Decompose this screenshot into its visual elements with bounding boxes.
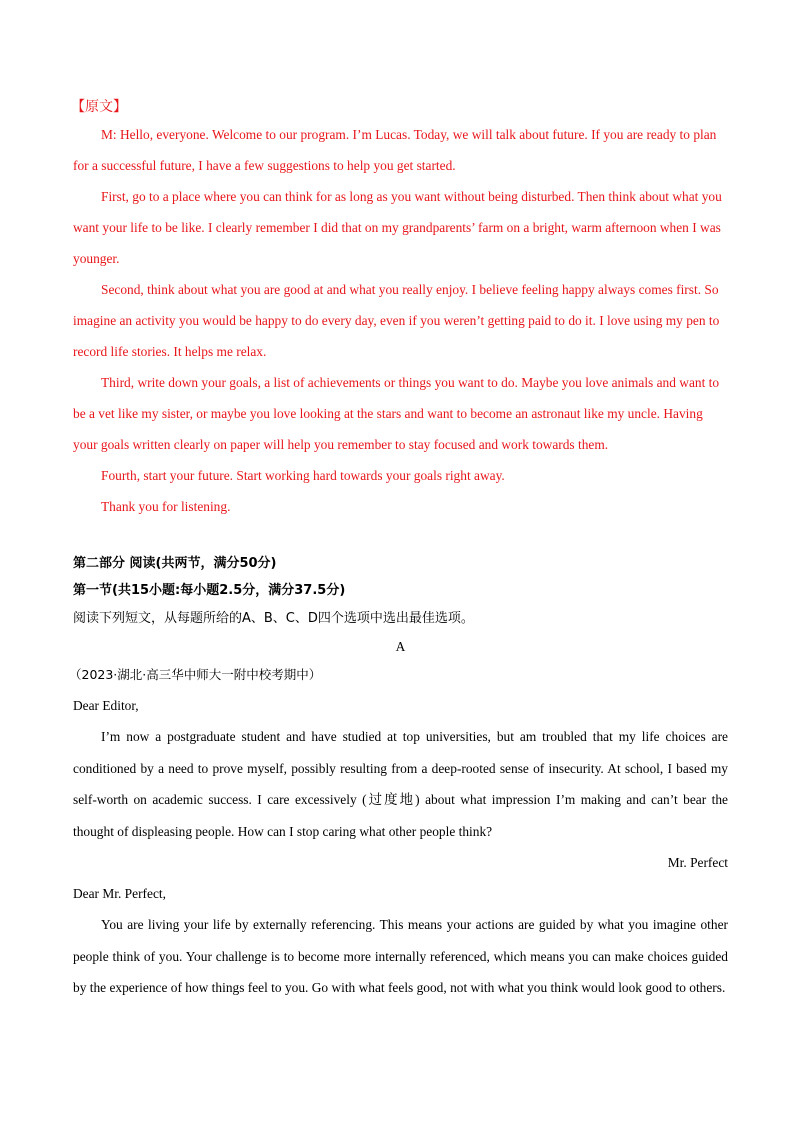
transcript-paragraph: Thank you for listening. <box>101 499 231 514</box>
transcript-paragraph: Third, write down your goals, a list of achievements or things you want to do. Maybe you love animals and want to be a vet like my sister, or maybe you love looking at the stars and want to become an astronaut like my uncle. Having your goals written clearly on paper will help you remember to stay focused and work towards them. <box>73 375 720 452</box>
document-page <box>69 96 728 1004</box>
transcript-paragraph: Fourth, start your future. Start working hard towards your goals right away. <box>101 468 505 483</box>
instruction-text: 阅读下列短文，从每题所给的A、B、C、D四个选项中选出最佳选项。 <box>73 611 474 626</box>
passage-label: A <box>395 639 406 654</box>
transcript-paragraph: M: Hello, everyone. Welcome to our program. I’m Lucas. Today, we will talk about future. If you are ready to plan for a successful future, I have a few suggestions to help you get started. <box>73 127 717 173</box>
section-gap <box>73 522 728 550</box>
part-heading: 第二部分 阅读(共两节，满分50分) <box>73 556 277 571</box>
letter-signature: Mr. Perfect <box>667 855 728 870</box>
transcript-paragraph: First, go to a place where you can think for as long as you want without being disturbed. Then think about what you want your life to be like. I clearly remember I did that on my grandparents’ farm on a bright, warm afternoon when I was younger. <box>73 189 722 266</box>
transcript-paragraph: Second, think about what you are good at and what you really enjoy. I believe feeling happy always comes first. So imagine an activity you would be happy to do every day, even if you weren’t getting paid to do it. I love using my pen to record life stories. It helps me relax. <box>73 282 720 359</box>
letter-salutation: Dear Editor, <box>73 698 139 713</box>
transcript-label: 【原文】 <box>71 100 127 115</box>
passage-source: （2023·湖北·高三华中师大一附中校考期中） <box>69 667 322 682</box>
section-heading: 第一节(共15小题:每小题2.5分，满分37.5分) <box>73 583 346 598</box>
reply-body: You are living your life by externally referencing. This means your actions are guided by what you imagine other people think of you. Your challenge is to become more internally referenced, which means you can make choices guided by the experience of how things feel to you. Go with what feels good, not with what you think would look good to others. <box>73 917 728 995</box>
letter-body: I’m now a postgraduate student and have studied at top universities, but am troubled that my life choices are conditioned by a need to prove myself, possibly resulting from a deep-rooted sense of insecurity. At school, I based my self-worth on academic success. I care excessively (过度地) about what impression I’m making and can’t bear the thought of displeasing people. How can I stop caring what other people think? <box>73 729 728 839</box>
reply-salutation: Dear Mr. Perfect, <box>73 886 166 901</box>
